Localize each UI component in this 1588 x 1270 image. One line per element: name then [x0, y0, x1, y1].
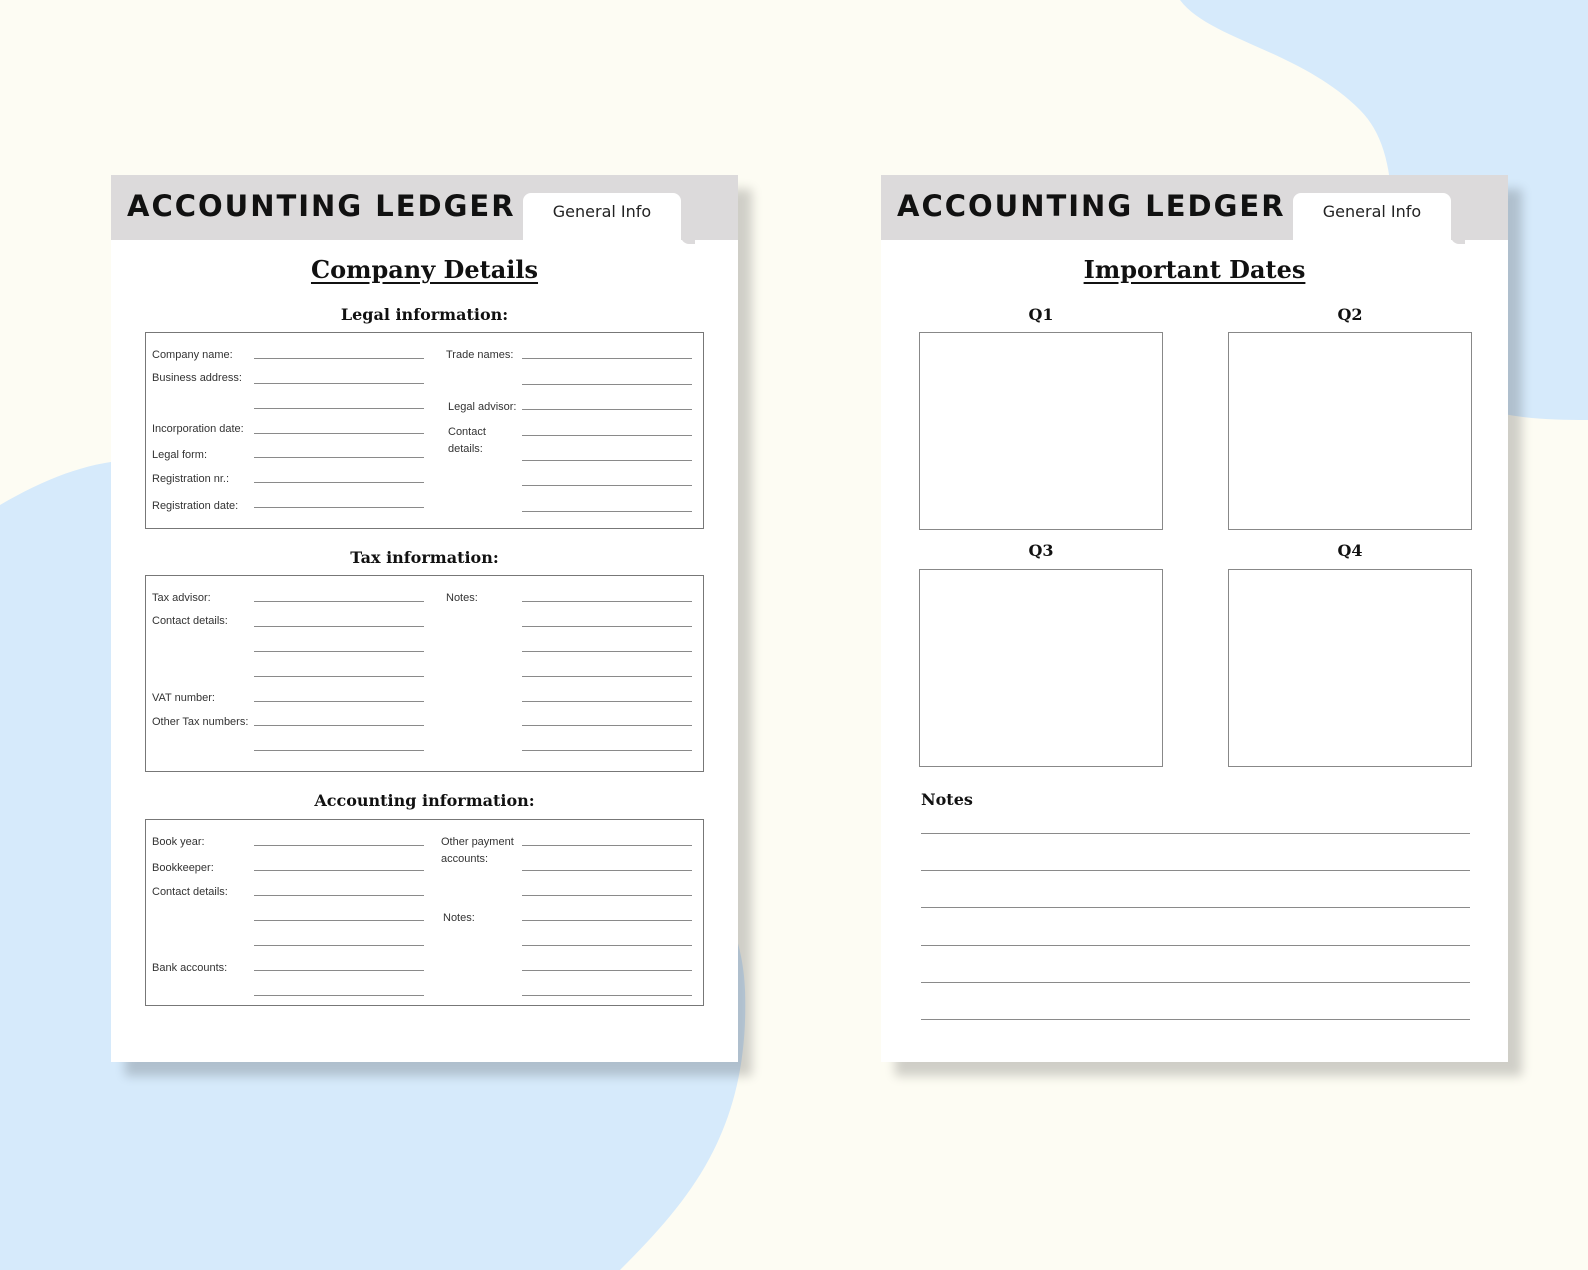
company-name-label: Company name: [152, 349, 233, 361]
tax-notes-label: Notes: [446, 592, 478, 604]
tax-contact-details-label: Contact details: [152, 615, 228, 627]
vat-number-field[interactable] [254, 701, 424, 702]
other-tax-numbers-field-2[interactable] [254, 750, 424, 751]
contact-details-label: Contact details: [448, 426, 486, 455]
incorporation-date-field[interactable] [254, 433, 424, 434]
accounting-contact-field-3[interactable] [254, 945, 424, 946]
registration-date-label: Registration date: [152, 500, 239, 512]
header-corner [1451, 230, 1465, 244]
legal-heading: Legal information: [340, 305, 509, 324]
vat-number-label: VAT number: [152, 692, 215, 704]
incorporation-date-label: Incorporation date: [152, 423, 244, 435]
accounting-notes-line-3[interactable] [522, 970, 692, 971]
accounting-notes-line-1[interactable] [522, 920, 692, 921]
tax-contact-field-3[interactable] [254, 676, 424, 677]
header-corner [681, 230, 695, 244]
accounting-heading: Accounting information: [314, 791, 535, 810]
other-tax-numbers-label: Other Tax numbers: [152, 716, 249, 728]
tax-advisor-label: Tax advisor: [152, 592, 211, 604]
legal-information-box [145, 332, 704, 529]
accounting-contact-field-1[interactable] [254, 895, 424, 896]
accounting-information-box [145, 819, 704, 1006]
legal-form-label: Legal form: [152, 449, 208, 461]
header-title: ACCOUNTING LEDGER [897, 189, 1286, 223]
tax-notes-line-4[interactable] [522, 676, 692, 677]
other-payment-field-1[interactable] [522, 845, 692, 846]
bookkeeper-label: Bookkeeper: [152, 862, 214, 874]
tax-heading: Tax information: [350, 548, 499, 567]
tax-notes-line-3[interactable] [522, 651, 692, 652]
book-year-field[interactable] [254, 845, 424, 846]
tax-notes-line-7[interactable] [522, 750, 692, 751]
tab-general-info[interactable] [523, 193, 681, 249]
registration-nr-field[interactable] [254, 482, 424, 483]
tab-label: General Info [552, 202, 652, 221]
business-address-field-2[interactable] [254, 408, 424, 409]
notes-line-5[interactable] [921, 982, 1470, 983]
registration-date-field[interactable] [254, 507, 424, 508]
tax-notes-line-2[interactable] [522, 626, 692, 627]
accounting-notes-label: Notes: [443, 912, 475, 924]
accounting-notes-line-4[interactable] [522, 995, 692, 996]
accounting-notes-line-2[interactable] [522, 945, 692, 946]
notes-line-6[interactable] [921, 1019, 1470, 1020]
tax-advisor-field[interactable] [254, 601, 424, 602]
company-name-field[interactable] [254, 358, 424, 359]
q1-box[interactable] [919, 332, 1163, 530]
q2-box[interactable] [1228, 332, 1472, 530]
important-dates-page [881, 175, 1508, 1062]
legal-advisor-field[interactable] [522, 409, 692, 410]
tax-notes-line-1[interactable] [522, 601, 692, 602]
other-payment-field-2[interactable] [522, 870, 692, 871]
business-address-field[interactable] [254, 383, 424, 384]
notes-line-1[interactable] [921, 833, 1470, 834]
tax-information-box [145, 575, 704, 772]
page-title: Company Details [310, 255, 539, 284]
q3-box[interactable] [919, 569, 1163, 767]
q2-label: Q2 [1337, 305, 1363, 324]
q4-label: Q4 [1337, 541, 1363, 560]
tax-contact-field-1[interactable] [254, 626, 424, 627]
trade-names-field[interactable] [522, 358, 692, 359]
contact-details-field-4[interactable] [522, 511, 692, 512]
bank-accounts-field-2[interactable] [254, 995, 424, 996]
accounting-contact-field-2[interactable] [254, 920, 424, 921]
tab-general-info[interactable] [1293, 193, 1451, 249]
tab-label: General Info [1322, 202, 1422, 221]
contact-details-field-2[interactable] [522, 460, 692, 461]
q4-box[interactable] [1228, 569, 1472, 767]
tax-notes-line-5[interactable] [522, 701, 692, 702]
q3-label: Q3 [1028, 541, 1054, 560]
other-payment-field-3[interactable] [522, 895, 692, 896]
legal-form-field[interactable] [254, 457, 424, 458]
other-tax-numbers-field[interactable] [254, 725, 424, 726]
trade-names-field-2[interactable] [522, 384, 692, 385]
contact-details-field-1[interactable] [522, 435, 692, 436]
registration-nr-label: Registration nr.: [152, 473, 230, 485]
tax-contact-field-2[interactable] [254, 651, 424, 652]
book-year-label: Book year: [152, 836, 205, 848]
page-title: Important Dates [1083, 255, 1306, 284]
business-address-label: Business address: [152, 372, 242, 384]
bank-accounts-field[interactable] [254, 970, 424, 971]
notes-line-3[interactable] [921, 907, 1470, 908]
notes-line-2[interactable] [921, 870, 1470, 871]
notes-heading: Notes [921, 790, 973, 809]
notes-line-4[interactable] [921, 945, 1470, 946]
q1-label: Q1 [1028, 305, 1054, 324]
company-details-page [111, 175, 738, 1062]
header-title: ACCOUNTING LEDGER [127, 189, 516, 223]
accounting-contact-details-label: Contact details: [152, 886, 228, 898]
trade-names-label: Trade names: [446, 349, 514, 361]
other-payment-accounts-label: Other payment accounts: [441, 836, 514, 865]
legal-advisor-label: Legal advisor: [448, 401, 517, 413]
tax-notes-line-6[interactable] [522, 725, 692, 726]
bookkeeper-field[interactable] [254, 870, 424, 871]
bank-accounts-label: Bank accounts: [152, 962, 228, 974]
contact-details-field-3[interactable] [522, 485, 692, 486]
